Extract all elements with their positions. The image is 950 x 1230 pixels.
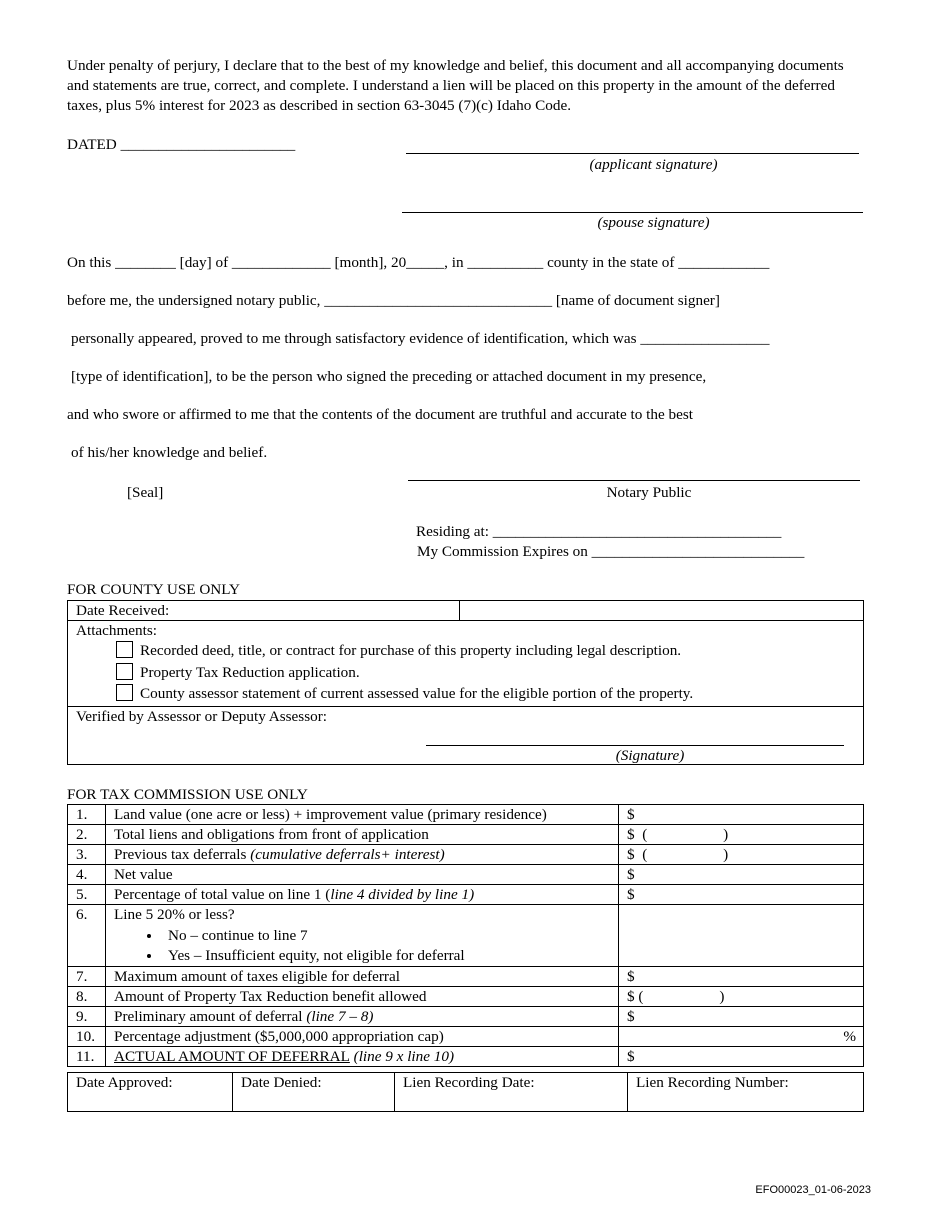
date-denied-field[interactable]: Date Denied: [233, 1073, 395, 1112]
attachments-cell [68, 621, 864, 707]
attachment-item: County assessor statement of current assessed value for the eligible portion of the property. [76, 683, 863, 705]
dated-field[interactable]: DATED _______________________ [67, 136, 296, 153]
line-8-value[interactable]: $ ( ) [619, 987, 864, 1007]
notary-public-label: Notary Public [606, 484, 692, 501]
attachment-checkbox[interactable] [116, 641, 133, 658]
tax-use-table [67, 804, 864, 1067]
notary-line-2[interactable]: before me, the undersigned notary public, ______________________________ [name of document signer] [67, 292, 720, 309]
applicant-signature-line[interactable] [406, 153, 859, 154]
county-use-table [67, 600, 864, 765]
line-1-value[interactable]: $ [619, 805, 864, 825]
verified-by-cell [68, 706, 864, 764]
table-row: 8. Amount of Property Tax Reduction benefit allowed $ ( ) [68, 987, 864, 1007]
table-row: 7. Maximum amount of taxes eligible for deferral $ [68, 967, 864, 987]
date-approved-field[interactable]: Date Approved: [68, 1073, 233, 1112]
form-code: EFO00023_01-06-2023 [755, 1184, 871, 1196]
notary-signature-line[interactable] [408, 480, 860, 481]
lien-recording-number-field[interactable]: Lien Recording Number: [628, 1073, 864, 1112]
spouse-signature-line[interactable] [402, 212, 863, 213]
line-6-value[interactable] [619, 905, 864, 967]
attachments-label: Attachments: [76, 622, 157, 639]
table-row: 1. Land value (one acre or less) + improvement value (primary residence) $ [68, 805, 864, 825]
notary-line-4: [type of identification], to be the person who signed the preceding or attached document in my presence, [71, 368, 707, 385]
notary-line-5: and who swore or affirmed to me that the contents of the document are truthful and accurate to the best [67, 406, 693, 423]
attachment-item: Property Tax Reduction application. [76, 662, 863, 684]
declaration-text: Under penalty of perjury, I declare that to the best of my knowledge and belief, this document and all accompanying documents and statements are true, correct, and complete. I understand a lien will be placed on this property in the amount of the deferred taxes, plus 5% interest for 2023 as described in section 63-3045 (7)(c) Idaho Code. [67, 57, 844, 114]
tax-use-heading: FOR TAX COMMISSION USE ONLY [67, 786, 308, 803]
date-received-label: Date Received: [68, 601, 460, 621]
table-row: 10. Percentage adjustment ($5,000,000 appropriation cap) % [68, 1027, 864, 1047]
line-2-value[interactable]: $ ( ) [619, 825, 864, 845]
line-5-value[interactable]: $ [619, 885, 864, 905]
residing-at-field[interactable]: Residing at: ______________________________________ [416, 523, 782, 540]
table-row: 3. Previous tax deferrals (cumulative deferrals+ interest) $ ( ) [68, 845, 864, 865]
notary-line-1[interactable]: On this ________ [day] of _____________ [month], 20_____, in __________ county in the state of ____________ [67, 254, 770, 271]
attachment-item: Recorded deed, title, or contract for purchase of this property including legal description. [76, 640, 863, 662]
table-row: 6. Line 5 20% or less? • No – continue to line 7 • Yes – Insufficient equity, not eligible for deferral [68, 905, 864, 967]
line-4-value[interactable]: $ [619, 865, 864, 885]
lien-recording-date-field[interactable]: Lien Recording Date: [395, 1073, 628, 1112]
commission-expires-field[interactable]: My Commission Expires on ____________________________ [417, 543, 805, 560]
approval-table [67, 1072, 864, 1112]
table-row: 9. Preliminary amount of deferral (line 7 – 8) $ [68, 1007, 864, 1027]
county-use-heading: FOR COUNTY USE ONLY [67, 581, 241, 598]
line-9-value[interactable]: $ [619, 1007, 864, 1027]
table-row: 5. Percentage of total value on line 1 (line 4 divided by line 1) $ [68, 885, 864, 905]
attachment-checkbox[interactable] [116, 663, 133, 680]
seal-label: [Seal] [127, 484, 164, 501]
attachment-checkbox[interactable] [116, 684, 133, 701]
table-row: 2. Total liens and obligations from front of application $ ( ) [68, 825, 864, 845]
line-6-options [114, 926, 618, 966]
line-6-option-no[interactable]: • No – continue to line 7 [162, 926, 618, 946]
date-received-input[interactable] [460, 601, 864, 621]
line-3-value[interactable]: $ ( ) [619, 845, 864, 865]
notary-line-3[interactable]: personally appeared, proved to me through satisfactory evidence of identification, which was _________________ [71, 330, 770, 347]
line-10-value[interactable]: % [619, 1027, 864, 1047]
line-11-value[interactable]: $ [619, 1047, 864, 1067]
notary-line-6: of his/her knowledge and belief. [71, 444, 268, 461]
line-6-option-yes[interactable]: • Yes – Insufficient equity, not eligible for deferral [162, 946, 618, 966]
assessor-signature-label: (Signature) [615, 746, 685, 764]
line-7-value[interactable]: $ [619, 967, 864, 987]
applicant-signature-label: (applicant signature) [589, 156, 718, 173]
table-row: 4. Net value $ [68, 865, 864, 885]
table-row: 11. ACTUAL AMOUNT OF DEFERRAL (line 9 x line 10) $ [68, 1047, 864, 1067]
spouse-signature-label: (spouse signature) [597, 214, 710, 231]
verified-by-label: Verified by Assessor or Deputy Assessor: [76, 707, 327, 725]
